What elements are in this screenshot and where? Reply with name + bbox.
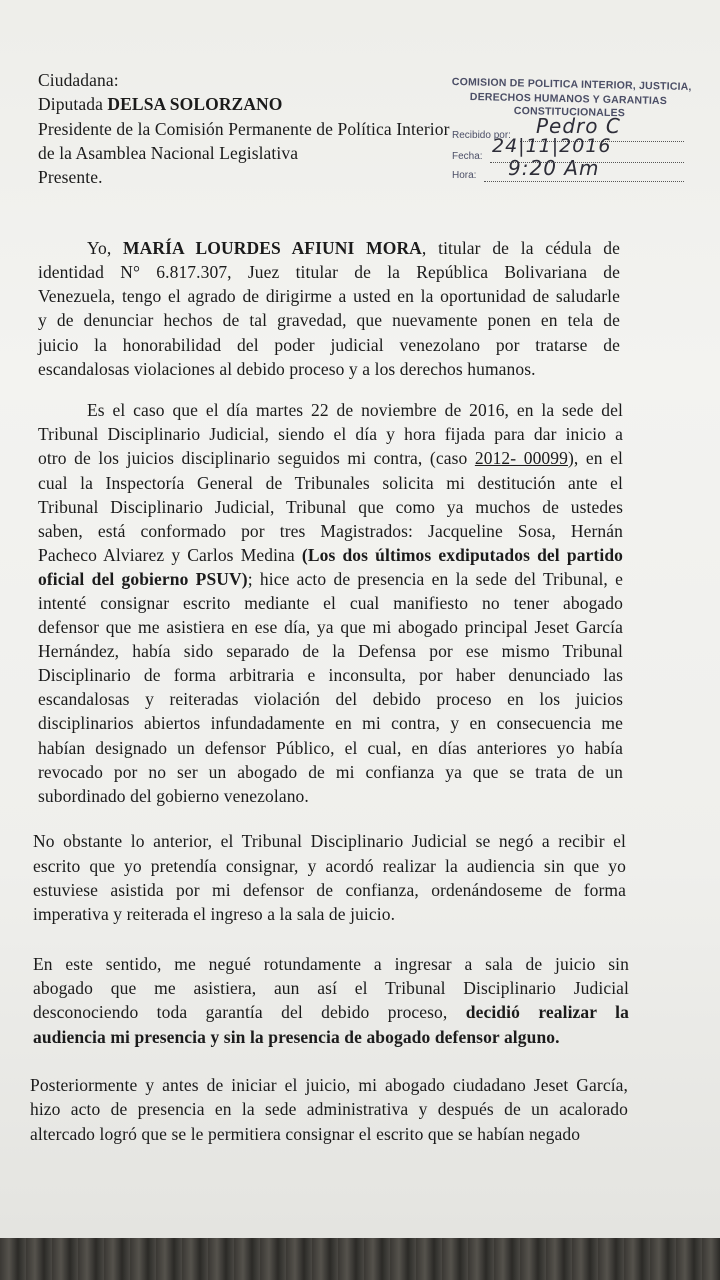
- p2-line-15: habían designado un defensor Público, el cual, en días anteriores yo había: [38, 738, 623, 758]
- p1-line-4: y de denunciar hechos de tal gravedad, que nuevamente ponen en tela de: [38, 310, 620, 330]
- recipient-title: Diputada DELSA SOLORZANO: [38, 94, 283, 114]
- p2-line-7: Pacheco Alviarez y Carlos Medina (Los dos últimos exdiputados del partido: [38, 545, 623, 565]
- p2-line-8: oficial del gobierno PSUV); hice acto de presencia en la sede del Tribunal, e: [38, 569, 624, 589]
- p3-line-1: No obstante lo anterior, el Tribunal Disciplinario Judicial se negó a recibir el: [33, 831, 626, 851]
- p4-line-4: audiencia mi presencia y sin la presencia de abogado defensor alguno.: [33, 1027, 560, 1047]
- p2-line-13: escandalosas y reiteradas violación del debido proceso en los juicios: [38, 689, 623, 709]
- p5-line-3: altercado logró que se le permitiera consignar el escrito que se habían negado: [30, 1124, 581, 1144]
- stamp-fecha-label: Fecha:: [452, 151, 483, 162]
- stamp-fecha-handwritten: 24|11|2016: [492, 135, 612, 157]
- p1-line-5: juicio la honorabilidad del poder judicial venezolano por tratarse de: [38, 335, 620, 355]
- p2-line-14: disciplinarios abiertos infundadamente en mi contra, y en consecuencia me: [38, 713, 623, 733]
- stamp-hora-label: Hora:: [452, 170, 477, 181]
- salutation: Ciudadana:: [38, 70, 119, 90]
- stamp-recibido-handwritten: Pedro C: [536, 114, 621, 138]
- p4-line-1: En este sentido, me negué rotundamente a ingresar a sala de juicio sin: [33, 954, 629, 974]
- p2-line-17: subordinado del gobierno venezolano.: [38, 786, 309, 806]
- stamp-line-3: CONSTITUCIONALES: [513, 105, 626, 120]
- recipient-position: Presidente de la Comisión Permanente de Política Interior: [38, 119, 450, 139]
- p2-line-12: Disciplinario de forma arbitraria e inconsulta, por haber denunciado las: [38, 665, 623, 685]
- presente: Presente.: [38, 167, 103, 187]
- p5-line-1: Posteriormente y antes de iniciar el juicio, mi abogado ciudadano Jeset García,: [30, 1075, 628, 1095]
- background-surface: [0, 1238, 720, 1280]
- p1-line-1: Yo, MARÍA LOURDES AFIUNI MORA, titular de la cédula de: [87, 238, 620, 258]
- p2-line-3: otro de los juicios disciplinario seguidos mi contra, (caso 2012- 00099), en el: [38, 448, 623, 468]
- stamp-line-2: DERECHOS HUMANOS Y GARANTIAS: [469, 91, 668, 108]
- p2-line-10: defensor que me asistiera en ese día, ya que mi abogado principal Jeset García: [38, 617, 623, 637]
- p1-line-2: identidad N° 6.817.307, Juez titular de la República Bolivariana de: [38, 262, 620, 282]
- p1-line-6: escandalosas violaciones al debido proceso y a los derechos humanos.: [38, 359, 536, 379]
- stamp-recibido-label: Recibido por:: [452, 130, 511, 141]
- p2-line-11: Hernández, había sido separado de la Defensa por ese mismo Tribunal: [38, 641, 623, 661]
- p3-line-3: estuviese asistida por mi defensor de confianza, ordenándoseme de forma: [33, 880, 626, 900]
- p3-line-2: escrito que yo pretendía consignar, y acordó realizar la audiencia sin que yo: [33, 856, 626, 876]
- stamp-hora-handwritten: 9:20 Am: [508, 156, 600, 180]
- p2-line-9: intenté consignar escrito mediante el cual manifiesto no tener abogado: [38, 593, 623, 613]
- p2-line-1: Es el caso que el día martes 22 de noviembre de 2016, en la sede del: [87, 400, 623, 420]
- p2-line-5: Tribunal Disciplinario Judicial, Tribunal que como ya muchos de ustedes: [38, 497, 623, 517]
- p2-line-16: revocado por no ser un abogado de mi confianza ya que se trata de un: [38, 762, 623, 782]
- p2-line-4: cual la Inspectoría General de Tribunales solicita mi destitución ante el: [38, 473, 623, 493]
- p5-line-2: hizo acto de presencia en la sede administrativa y después de un acalorado: [30, 1099, 628, 1119]
- p2-line-6: saben, está conformado por tres Magistrados: Jacqueline Sosa, Hernán: [38, 521, 623, 541]
- p4-line-2: abogado que me asistiera, aun así el Tribunal Disciplinario Judicial: [33, 978, 629, 998]
- recipient-institution: de la Asamblea Nacional Legislativa: [38, 143, 299, 163]
- p3-line-4: imperativa y reiterada el ingreso a la sala de juicio.: [33, 904, 396, 924]
- p2-line-2: Tribunal Disciplinario Judicial, siendo el día y hora fijada para dar inicio a: [38, 424, 623, 444]
- stamp-line-1: COMISION DE POLITICA INTERIOR, JUSTICIA,: [451, 76, 692, 94]
- p4-line-3: desconociendo toda garantía del debido proceso, decidió realizar la: [33, 1002, 629, 1022]
- p1-line-3: Venezuela, tengo el agrado de dirigirme a usted en la oportunidad de saludarle: [38, 286, 620, 306]
- stamp-hora-line: [484, 180, 684, 182]
